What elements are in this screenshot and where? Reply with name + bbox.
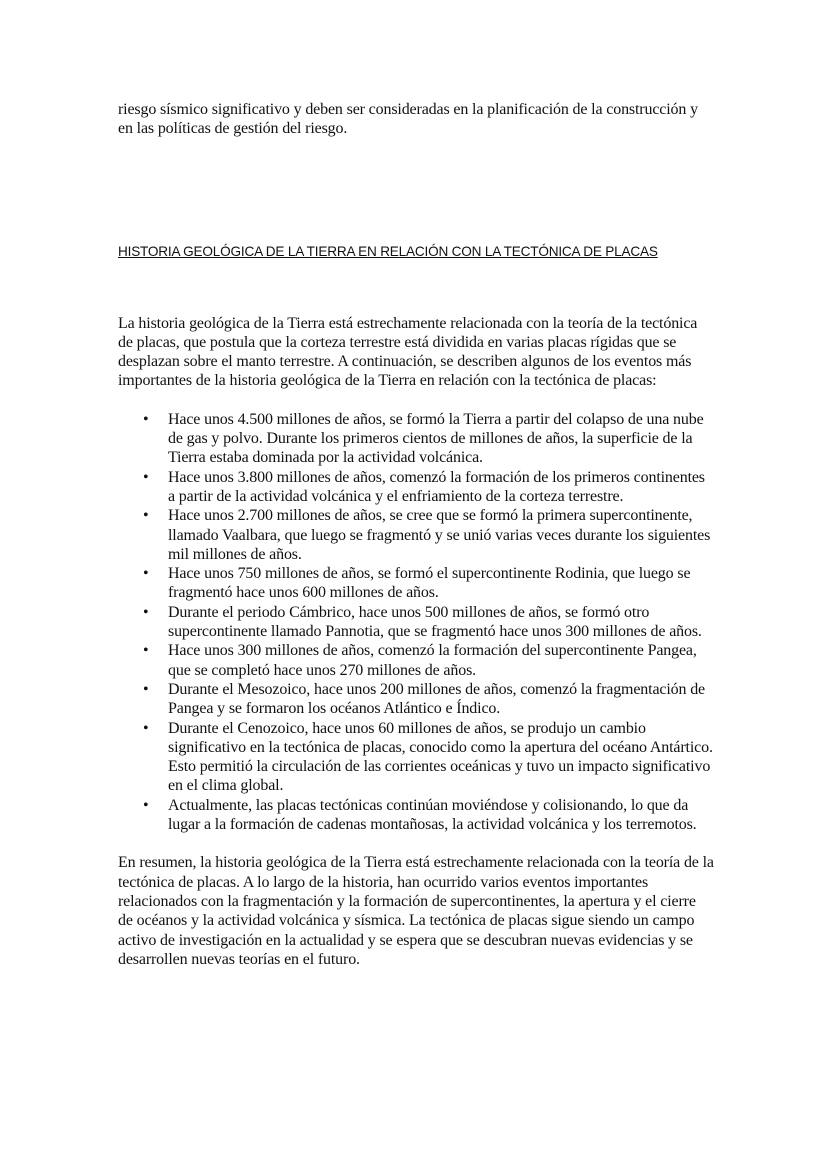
bullet-icon: • [143,680,149,698]
list-item: • Durante el periodo Cámbrico, hace unos 500 millones de años, se formó otro supercontinente llamado Pannotia, que se fragmentó hace unos 300 millones de años. [143,603,702,641]
list-item: • Durante el Mesozoico, hace unos 200 millones de años, comenzó la fragmentación de Pangea y se formaron los océanos Atlántico e Índico. [143,680,705,718]
summary-paragraph: En resumen, la historia geológica de la Tierra está estrechamente relacionada con la teoría de la tectónica de placas. A lo largo de la historia, han ocurrido varios eventos importantes relacionados con la fragmentación y la formación de supercontinentes, la apertura y el cierre de océanos y la actividad volcánica y sísmica. La tectónica de placas sigue siendo un campo activo de investigación en la actualidad y se espera que se descubran nuevas evidencias y se desarrollen nuevas teorías en el futuro. [118,854,714,968]
list-item: • Hace unos 2.700 millones de años, se cree que se formó la primera supercontinente, llamado Vaalbara, que luego se fragmentó y se unió varias veces durante los siguientes mil millones de años. [143,507,711,563]
list-item: • Actualmente, las placas tectónicas continúan moviéndose y colisionando, lo que da lugar a la formación de cadenas montañosas, la actividad volcánica y los terremotos. [143,796,697,834]
bullet-icon: • [143,468,149,486]
bullet-icon: • [143,603,149,621]
list-item: • Hace unos 300 millones de años, comenzó la formación del supercontinente Pangea, que se completó hace unos 270 millones de años. [143,642,697,679]
document-page [118,100,714,969]
bullet-icon: • [143,565,149,583]
list-item: • Durante el Cenozoico, hace unos 60 millones de años, se produjo un cambio significativo en la tectónica de placas, conocido como la apertura del océano Antártico. Esto permitió la circulación de las corrientes oceánicas y tuvo un impacto significativo en el clima global. [143,719,713,795]
section-heading: HISTORIA GEOLÓGICA DE LA TIERRA EN RELACIÓN CON LA TECTÓNICA DE PLACAS [118,243,658,259]
intro-paragraph: La historia geológica de la Tierra está estrechamente relacionada con la teoría de la tectónica de placas, que postula que la corteza terrestre está dividida en varias placas rígidas que se desplazan sobre el manto terrestre. A continuación, se describen algunos de los eventos más importantes de la historia geológica de la Tierra en relación con la tectónica de placas: [118,314,698,390]
events-list [118,410,714,835]
bullet-icon: • [143,796,149,814]
bullet-icon: • [143,507,149,525]
bullet-icon: • [143,719,149,737]
bullet-icon: • [143,642,149,660]
bullet-icon: • [143,410,149,428]
list-item: • Hace unos 3.800 millones de años, comenzó la formación de los primeros continentes a partir de la actividad volcánica y el enfriamiento de la corteza terrestre. [143,468,705,505]
list-item: • Hace unos 4.500 millones de años, se formó la Tierra a partir del colapso de una nube de gas y polvo. Durante los primeros cientos de millones de años, la superficie de la Tierra estaba dominada por la actividad volcánica. [143,410,704,467]
list-item: • Hace unos 750 millones de años, se formó el supercontinente Rodinia, que luego se fragmentó hace unos 600 millones de años. [143,565,691,602]
continuation-paragraph: riesgo sísmico significativo y deben ser consideradas en la planificación de la construcción y en las políticas de gestión del riesgo. [118,101,698,138]
